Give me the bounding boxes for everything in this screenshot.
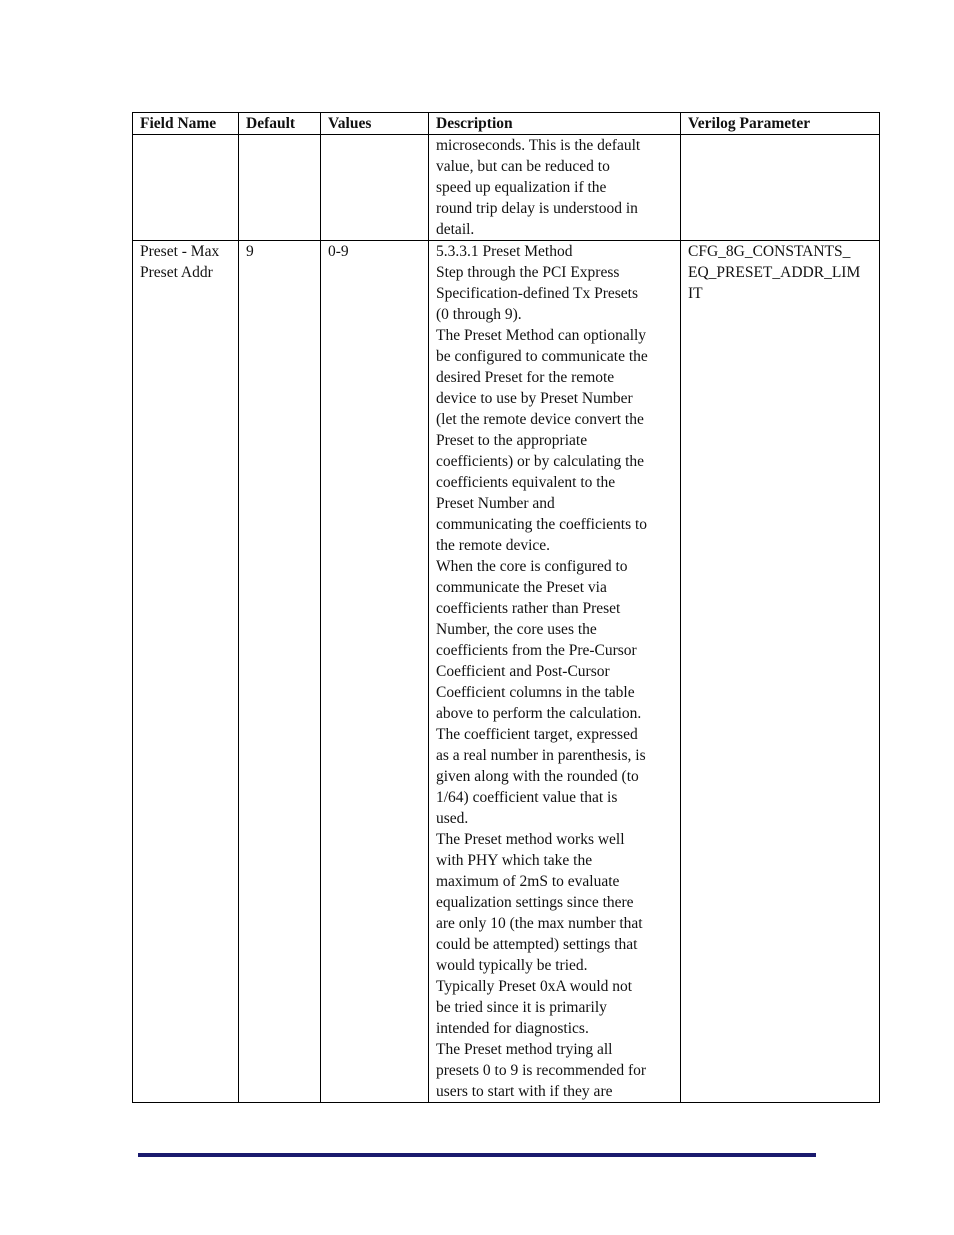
cell-text-line: detail. [436, 221, 475, 238]
cell-text-line: The Preset Method can optionally [436, 327, 647, 344]
cell-text-line: maximum of 2mS to evaluate [436, 873, 620, 890]
cell-text-line: When the core is configured to [436, 558, 628, 575]
cell-text-line: Typically Preset 0xA would not [436, 978, 633, 995]
cell-text-line: Step through the PCI Express [436, 264, 620, 281]
cell-text-line: Preset - Max [140, 243, 220, 260]
cell-text-line: Coefficient and Post-Cursor [436, 663, 610, 680]
header-verilog-parameter: Verilog Parameter [681, 113, 880, 135]
cell-text-line: could be attempted) settings that [436, 936, 638, 953]
cell-verilog-parameter [681, 135, 880, 241]
cell-text-line: users to start with if they are [436, 1083, 613, 1100]
cell-text-line: Preset Addr [140, 264, 213, 281]
cell-text-line: would typically be tried. [436, 957, 588, 974]
cell-text-line: The coefficient target, expressed [436, 726, 638, 743]
cell-text-line: given along with the rounded (to [436, 768, 639, 785]
cell-text-line: with PHY which take the [436, 852, 593, 869]
header-values: Values [321, 113, 429, 135]
cell-text-line: be tried since it is primarily [436, 999, 607, 1016]
cell-text-line: Coefficient columns in the table [436, 684, 635, 701]
cell-text-line: round trip delay is understood in [436, 200, 638, 217]
cell-text-line: Preset to the appropriate [436, 432, 588, 449]
cell-default [239, 135, 321, 241]
cell-description [429, 241, 681, 1103]
cell-text-line: device to use by Preset Number [436, 390, 633, 407]
cell-text-line: intended for diagnostics. [436, 1020, 589, 1037]
cell-text-line: The Preset method works well [436, 831, 625, 848]
cell-text-line: are only 10 (the max number that [436, 915, 643, 932]
table-row [133, 241, 880, 1103]
cell-text-line: The Preset method trying all [436, 1041, 613, 1058]
cell-text-line: the remote device. [436, 537, 551, 554]
header-field-name: Field Name [133, 113, 239, 135]
cell-text-line: Preset Number and [436, 495, 555, 512]
cell-text-line: coefficients) or by calculating the [436, 453, 645, 470]
cell-text-line: IT [688, 285, 703, 302]
cell-text-line: above to perform the calculation. [436, 705, 642, 722]
cell-text-line: EQ_PRESET_ADDR_LIM [688, 264, 861, 281]
cell-field-name [133, 135, 239, 241]
cell-text-line: speed up equalization if the [436, 179, 607, 196]
cell-text-line: Specification-defined Tx Presets [436, 285, 639, 302]
cell-text-line: desired Preset for the remote [436, 369, 615, 386]
cell-values [321, 135, 429, 241]
table-row [133, 135, 880, 241]
cell-text-line: communicate the Preset via [436, 579, 607, 596]
cell-text-line: (0 through 9). [436, 306, 522, 323]
cell-text-line: used. [436, 810, 469, 827]
cell-text-line: microseconds. This is the default [436, 137, 641, 154]
cell-field-name [133, 241, 239, 1103]
cell-text-line: presets 0 to 9 is recommended for [436, 1062, 647, 1079]
footer-rule [138, 1153, 816, 1157]
header-description: Description [429, 113, 681, 135]
cell-verilog-parameter [681, 241, 880, 1103]
parameter-table [132, 112, 880, 1103]
cell-text-line: value, but can be reduced to [436, 158, 610, 175]
cell-text-line: (let the remote device convert the [436, 411, 644, 428]
cell-description [429, 135, 681, 241]
cell-text-line: 1/64) coefficient value that is [436, 789, 618, 806]
cell-text-line: be configured to communicate the [436, 348, 648, 365]
cell-text-line: equalization settings since there [436, 894, 634, 911]
cell-values: 0-9 [321, 241, 429, 1103]
cell-text-line: as a real number in parenthesis, is [436, 747, 646, 764]
cell-text-line: coefficients equivalent to the [436, 474, 616, 491]
cell-text-line: Number, the core uses the [436, 621, 597, 638]
cell-default: 9 [239, 241, 321, 1103]
cell-text-line: coefficients from the Pre-Cursor [436, 642, 637, 659]
cell-text-line: communicating the coefficients to [436, 516, 648, 533]
table-header-row [133, 113, 880, 135]
header-default: Default [239, 113, 321, 135]
cell-text-line: 5.3.3.1 Preset Method [436, 243, 573, 260]
cell-text-line: CFG_8G_CONSTANTS_ [688, 243, 851, 260]
cell-text-line: coefficients rather than Preset [436, 600, 621, 617]
